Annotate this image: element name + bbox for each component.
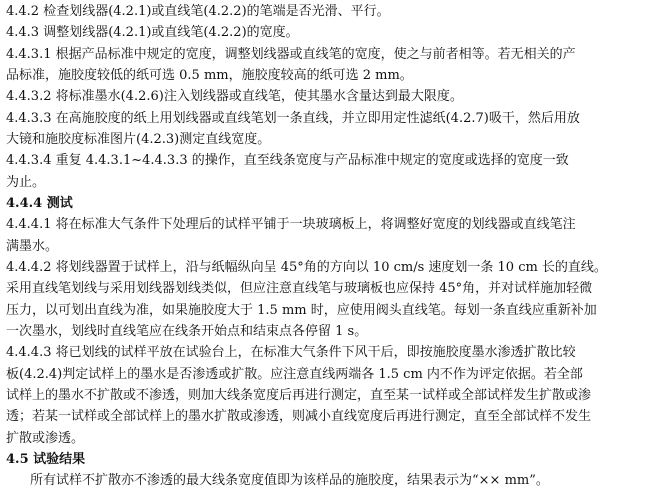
text-line: 4.4.3.1 根据产品标准中规定的宽度，调整划线器或直线笔的宽度，使之与前者相等。若无相关的产 — [6, 47, 576, 62]
text-line: 所有试样不扩散亦不渗透的最大线条宽度值即为该样品的施胶度，结果表示为“×× mm”。 — [30, 473, 549, 488]
text-line: 4.4.4.1 将在标准大气条件下处理后的试样平铺于一块玻璃板上，将调整好宽度的划线器或直线笔注 — [6, 217, 576, 232]
text-line: 一次墨水，划线时直线笔应在线条开始点和结束点各停留 1 s。 — [6, 324, 368, 339]
section-heading: 4.4.4 测试 — [6, 196, 73, 211]
text-line: 采用直线笔划线与采用划线器划线类似，但应注意直线笔与玻璃板也应保持 45°角，并对试样施加轻微 — [6, 281, 593, 296]
text-line: 4.4.3.4 重复 4.4.3.1~4.4.3.3 的操作，直至线条宽度与产品标准中规定的宽度或选择的宽度一致 — [6, 153, 569, 168]
section-heading: 4.5 试验结果 — [6, 452, 86, 467]
text-line: 为止。 — [6, 175, 46, 190]
text-line: 满墨水。 — [6, 239, 59, 254]
text-line: 4.4.3 调整划线器(4.2.1)或直线笔(4.2.2)的宽度。 — [6, 25, 299, 40]
text-line: 4.4.4.2 将划线器置于试样上，沿与纸幅纵向呈 45°角的方向以 10 cm/s 速度划一条 10 cm 长的直线。 — [6, 260, 607, 275]
text-line: 4.4.3.2 将标准墨水(4.2.6)注入划线器或直线笔，使其墨水含量达到最大限度。 — [6, 89, 463, 104]
text-line: 4.4.3.3 在高施胶度的纸上用划线器或直线笔划一条直线，并立即用定性滤纸(4.2.7)吸干，然后用放 — [6, 111, 580, 126]
text-line: 试样上的墨水不扩散或不渗透，则加大线条宽度后再进行测定，直至某一试样或全部试样发生扩散或渗 — [6, 388, 592, 403]
text-line: 4.4.2 检查划线器(4.2.1)或直线笔(4.2.2)的笔端是否光滑、平行。 — [6, 4, 390, 19]
text-line: 扩散或渗透。 — [6, 431, 85, 446]
text-line: 压力，以可划出直线为准，如果施胶度大于 1.5 mm 时，应使用阀头直线笔。每划一条直线应重新补加 — [6, 303, 597, 318]
text-line: 透；若某一试样或全部试样上的墨水扩散或渗透，则减小直线宽度后再进行测定，直至全部试样不发生 — [6, 409, 592, 424]
text-line: 4.4.4.3 将已划线的试样平放在试验台上，在标准大气条件下风干后，即按施胶度墨水渗透扩散比较 — [6, 345, 576, 360]
text-line: 品标准，施胶度较低的纸可选 0.5 mm，施胶度较高的纸可选 2 mm。 — [6, 68, 413, 83]
text-line: 板(4.2.4)判定试样上的墨水是否渗透或扩散。应注意直线两端各 1.5 cm 内不作为评定依据。若全部 — [6, 367, 583, 382]
text-line: 大镜和施胶度标准图片(4.2.3)测定直线宽度。 — [6, 132, 271, 147]
